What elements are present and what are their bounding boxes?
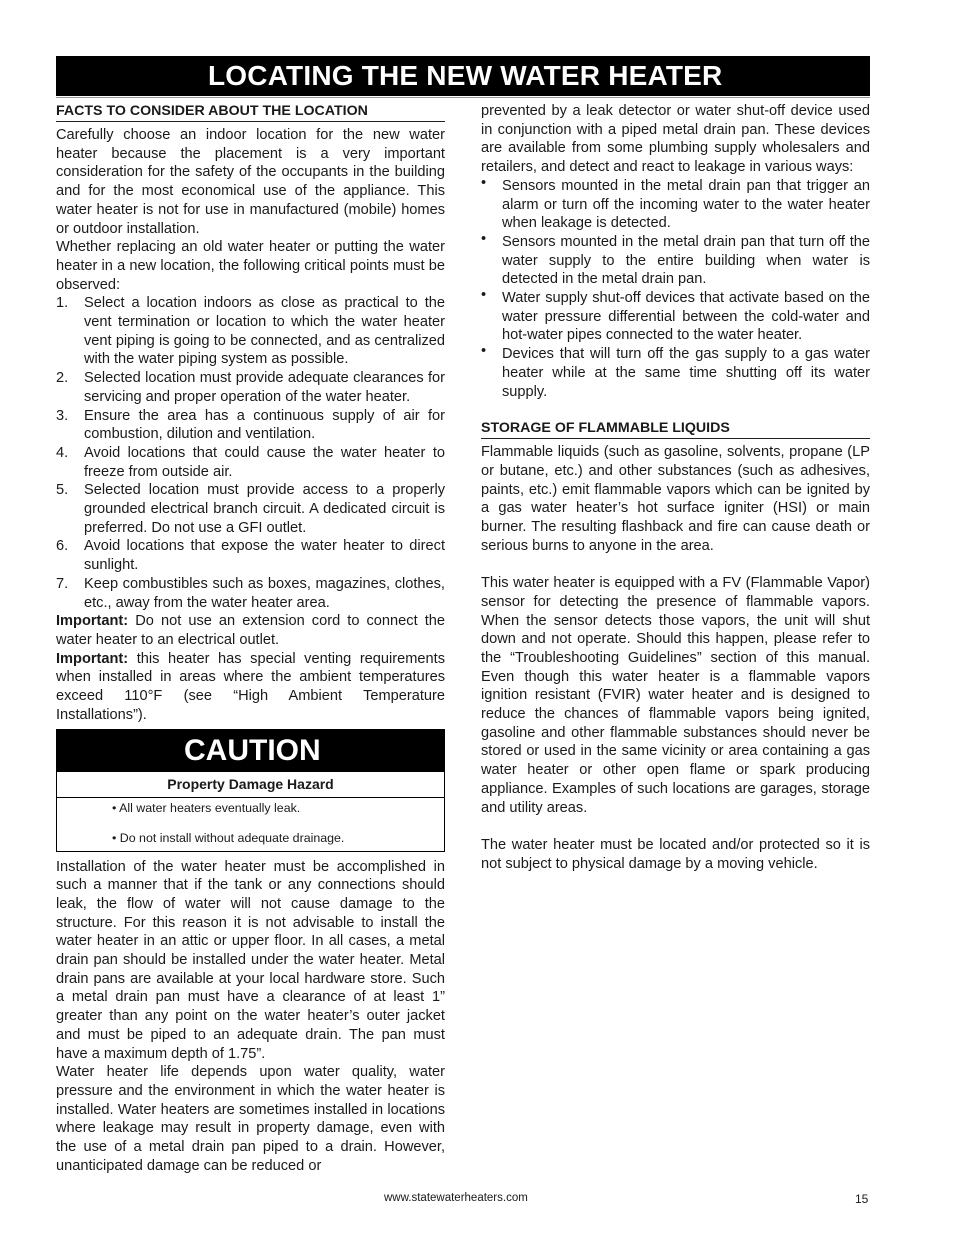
bullet-icon: •	[481, 230, 487, 247]
caution-body	[57, 798, 444, 851]
list-item: • Water supply shut-off devices that activate based on the water pressure differential between the cold-water and hot-water pipes connected to the water heater.	[481, 287, 870, 344]
continued-paragraph: prevented by a leak detector or water shut-off device used in conjunction with a piped metal drain pan. These devices are available from some plumbing supply wholesalers and retailers, and detect and react to leakage in various ways:	[481, 103, 870, 176]
intro-paragraph: Carefully choose an indoor location for the new water heater because the placement is a very important consideration for the safety of the occupants in the building and for the most economical use of the appliance. This water heater is not for use in manufactured (mobile) homes or outdoor installation.	[56, 127, 445, 237]
installation-paragraph: Installation of the water heater must be accomplished in such a manner that if the tank or any connections should leak, the flow of water will not cause damage to the structure. For this reason it is not advisable to install the water heater in an attic or upper floor. In all cases, a metal drain pan should be installed under the water heater. Metal drain pans are available at your local hardware store. Such a metal drain pan must have a clearance of at least 1” greater than any point on the water heater’s outer jacket and must be piped to an adequate drain. The pan must have a maximum depth of 1.75”.	[56, 858, 445, 1062]
vehicle-protection-paragraph: The water heater must be located and/or protected so it is not subject to physical damage by a moving vehicle.	[481, 836, 870, 872]
right-column	[481, 102, 870, 873]
list-item: 5. Selected location must provide access to a properly grounded electrical branch circuit. A dedicated circuit is preferred. Do not use a GFI outlet.	[56, 482, 445, 536]
bullet-icon: •	[481, 174, 487, 191]
important-note-extension-cord: Important: Do not use an extension cord to connect the water heater to an electrical outlet.	[56, 613, 445, 648]
caution-box	[56, 729, 445, 852]
caution-item: • All water heaters eventually leak.	[112, 800, 301, 815]
leak-device-list	[481, 174, 870, 401]
water-heater-life-paragraph: Water heater life depends upon water quality, water pressure and the environment in which the water heater is installed. Water heaters are sometimes installed in locations where leakage may result in property damage, even with the use of a metal drain pan piped to a drain. However, unanticipated damage can be reduced or	[56, 1064, 445, 1174]
critical-points-list	[56, 294, 445, 612]
list-item: • Sensors mounted in the metal drain pan that turn off the water supply to the entire building when water is detected in the metal drain pan.	[481, 230, 870, 288]
list-item: 4. Avoid locations that could cause the water heater to freeze from outside air.	[56, 444, 445, 480]
section-heading-location-facts: FACTS TO CONSIDER ABOUT THE LOCATION	[56, 102, 445, 122]
critical-points-intro: Whether replacing an old water heater or putting the water heater in a new location, the following critical points must be observed:	[56, 239, 445, 293]
fv-sensor-paragraph: This water heater is equipped with a FV (Flammable Vapor) sensor for detecting the presence of flammable vapors. When the sensor detects those vapors, the unit will shut down and not operate. Should this happen, please refer to the “Troubleshooting Guidelines” section of this manual. Even though this water heater is a flammable vapors ignition resistant (FVIR) water heater and is designed to reduce the chances of flammable vapors being ignited, gasoline and other flammable substances should never be stored or used in the same vicinity or area containing a gas water heater or other open flame or spark producing appliance. Examples of such locations are garages, storage and utility areas.	[481, 575, 870, 816]
list-item: 6. Avoid locations that expose the water heater to direct sunlight.	[56, 538, 445, 574]
list-item: 3. Ensure the area has a continuous supply of air for combustion, dilution and ventilation.	[56, 407, 445, 443]
footer-website: www.statewaterheaters.com	[384, 1192, 528, 1204]
section-heading-flammable-storage: STORAGE OF FLAMMABLE LIQUIDS	[481, 419, 870, 439]
important-note-venting: Important: this heater has special venting requirements when installed in areas where the ambient temperatures exceed 110°F (see “High Ambient Temperature Installations”).	[56, 650, 445, 723]
caution-item: • Do not install without adequate drainage.	[112, 830, 345, 845]
flammable-liquids-paragraph: Flammable liquids (such as gasoline, solvents, propane (LP or butane, etc.) and other substances (such as adhesives, paints, etc.) emit flammable vapors which can be ignited by a gas water heater’s hot surface igniter (HSI) or main burner. The resulting flashback and fire can cause death or serious burns to anyone in the area.	[481, 444, 870, 554]
caution-title: CAUTION	[57, 730, 444, 772]
list-item: • Sensors mounted in the metal drain pan that trigger an alarm or turn off the incoming water to the water heater when leakage is detected.	[481, 174, 870, 232]
page-title-banner	[56, 56, 870, 96]
list-item: 2. Selected location must provide adequate clearances for servicing and proper operation of the water heater.	[56, 370, 445, 405]
bullet-icon: •	[481, 343, 487, 360]
page-number: 15	[855, 1192, 869, 1206]
caution-subtitle: Property Damage Hazard	[57, 772, 444, 798]
left-column	[56, 102, 445, 1175]
list-item: 1. Select a location indoors as close as practical to the vent termination or location to which the water heater vent piping is going to be connected, and as centralized with the water piping system as possible.	[56, 295, 445, 368]
page-title: LOCATING THE NEW WATER HEATER	[208, 60, 723, 91]
bullet-icon: •	[481, 287, 487, 304]
list-item: 7. Keep combustibles such as boxes, magazines, clothes, etc., away from the water heater area.	[56, 575, 445, 611]
list-item: • Devices that will turn off the gas supply to a gas water heater while at the same time shutting off its water supply.	[481, 343, 870, 400]
title-divider	[56, 97, 870, 98]
